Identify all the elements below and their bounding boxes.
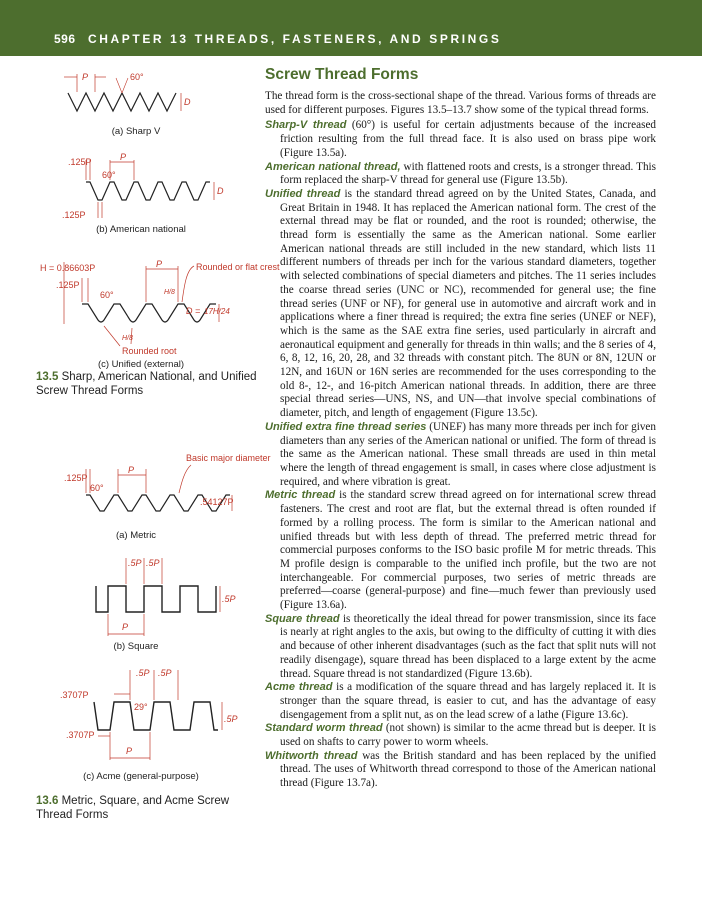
square-thread-diagram	[36, 554, 271, 639]
label-flat-top: .125P	[68, 157, 92, 167]
item-text: is theoretically the ideal thread for power transmission, since its face is nearly at right angles to the axis, but owing to the difficulty of cutting it with dies and because of other inherent disadvantages (such as the fact that split nuts will not readily disengage), square thread has been displaced to a large extent by the acme thread. Square thread is not standardized (Figure 13.6b).	[280, 612, 657, 680]
label-d: D	[184, 97, 191, 107]
item-text: (60°) is useful for certain adjustments because of the increased friction resulting from the full thread face. It is also used on brass pipe work (Figure 13.5a).	[280, 119, 656, 159]
acme-thread-diagram	[36, 664, 271, 764]
thread-item-sharp-v	[265, 119, 656, 160]
item-text: is a modification of the square thread and has largely replaced it. It is stronger than the square thread, is easier to cut, and has the advantage of easy disengagement from a split nut, as on the lead screw of a lathe (Figure 13.6c).	[280, 681, 656, 721]
label-flat: .125P	[56, 280, 80, 290]
sharp-v-thread-diagram	[36, 68, 196, 123]
label-p: P	[82, 72, 89, 82]
label-depth: .5P	[222, 594, 236, 604]
label-d-frac: 17H/24	[204, 307, 230, 316]
thread-item-whitworth	[265, 750, 656, 791]
term: Whitworth thread	[265, 749, 358, 762]
label-flat: .125P	[64, 473, 88, 483]
term: Unified extra fine thread series	[265, 420, 427, 433]
figure-caption-square: (b) Square	[113, 641, 159, 652]
page-header	[0, 0, 702, 56]
metric-thread-diagram	[36, 455, 271, 520]
intro-paragraph: The thread form is the cross-sectional shape of the thread. Various forms of threads are used for different purposes. Figures 13.5–13.7 show some of the typical thread forms.	[265, 90, 656, 116]
label-depth: .54127P	[200, 497, 234, 507]
label-angle: 60°	[100, 290, 114, 300]
label-angle: 60°	[90, 483, 104, 493]
label-depth: .5P	[224, 714, 238, 724]
label-p: P	[122, 622, 129, 632]
main-text-column	[265, 66, 656, 791]
item-text: was the British standard and has been replaced by the unified thread. The uses of Whitworth thread correspond to those of the American national thread (Figure 13.7a).	[280, 749, 656, 790]
chapter-title: CHAPTER 13 THREADS, FASTENERS, AND SPRINGS	[88, 32, 502, 46]
figure-caption-acme: (c) Acme (general-purpose)	[83, 771, 199, 782]
term: Square thread	[265, 612, 340, 625]
label-angle: 29°	[134, 702, 148, 712]
label-p: P	[120, 152, 127, 162]
item-text: (UNEF) has many more threads per inch for given diameters than any series of the American national or unified. The form of thread is the same as the American national. These small threads are used in thin metal where the length of thread engagement is small, in cases where close adjustment is required, and where vibration is great.	[280, 420, 656, 488]
label-p: P	[126, 746, 133, 756]
thread-item-worm	[265, 722, 656, 749]
thread-item-american-national	[265, 161, 656, 188]
label-h: H = 0.86603P	[40, 263, 96, 273]
thread-item-acme	[265, 681, 656, 722]
term: Unified thread	[265, 187, 341, 200]
thread-item-unified	[265, 188, 656, 421]
label-h8-bottom: H/8	[122, 335, 133, 342]
figure-caption-unified: (c) Unified (external)	[97, 359, 185, 370]
label-angle: 60°	[102, 170, 116, 180]
figure-caption-sharp-v: (a) Sharp V	[111, 126, 161, 137]
section-heading-13-5	[36, 370, 266, 398]
label-half-1: .5P	[136, 668, 150, 678]
unified-thread-diagram	[36, 258, 280, 356]
label-half-2: .5P	[158, 668, 172, 678]
label-flat-bottom: .125P	[62, 210, 86, 220]
section-title: Sharp, American National, and Unified Screw Thread Forms	[36, 371, 257, 397]
label-h-over-8: H/8	[164, 289, 175, 296]
label-d: D	[217, 186, 224, 196]
label-angle: 60°	[130, 72, 144, 82]
item-text: is the standard thread agreed on by the United States, Canada, and Great Britain in 1948. It has replaced the American national form. The crest of the external thread may be flat or rounded, and the root is rounded; otherwise, the thread form is essentially the same as the American national. Some earlier American national threads are still included in the new standard, which lists 11 different numbers of threads per inch for the various standard diameters, together with selected combinations of special diameters and pitches. The 11 series includes the coarse thread series (UNC or NC), recommended for general use; the fine thread series (UNF or NF), for general use in automotive and aircraft work and in applications where a finer thread is required; the extra fine series (UNEF or NEF), which is the same as the SAE extra fine series, used particularly in aircraft and aeronautical equipment and generally for threads in thin walls; and the 8 series of 4, 6, 8, 12, 16, 20, 28, and 32 threads with constant pitch. The 8UN or 8N, 12UN or 12N, and 16UN or 16N series are recommended for the uses corresponding to the old 8-, 12-, and 16-pitch American national threads. In addition, there are three special thread series—UNS, NS, and UN—that involve special combinations of diameter, pitch, and length of engagement (Figure 13.5c).	[280, 187, 656, 420]
figure-caption-metric: (a) Metric	[115, 530, 157, 541]
american-national-thread-diagram	[36, 152, 236, 222]
figure-caption-american: (b) American national	[96, 224, 186, 235]
term: Sharp-V thread	[265, 119, 347, 132]
page-number: 596	[54, 32, 76, 46]
item-text: (not shown) is similar to the acme thread but is deeper. It is used on shafts to carry power to worm wheels.	[280, 722, 656, 749]
term: American national thread,	[265, 160, 401, 173]
label-p: P	[156, 259, 163, 269]
section-title-screw-thread-forms: Screw Thread Forms	[265, 66, 419, 83]
label-top: .3707P	[60, 690, 89, 700]
thread-item-unef	[265, 421, 656, 490]
figure-column	[36, 60, 280, 900]
label-half-1: .5P	[128, 558, 142, 568]
item-text: is the standard screw thread agreed on for international screw thread fasteners. The crest and root are flat, but the external thread is often rounded if formed by a rolling process. The form is similar to the American national and unified threads but with less depth of thread. The preferred metric thread for commercial purposes conforms to the ISO basic profile M for metric threads. This M profile design is comparable to the unified inch profile, but the two are not interchangeable. For commercial purposes, two series of metric threads are preferred—coarse (general-purpose) and fine—much fewer than previously used (Figure 13.6a).	[280, 489, 656, 612]
label-basic-major: Basic major diameter	[186, 453, 271, 463]
section-number: 13.5	[36, 371, 59, 383]
item-text: with flattened roots and crests, is a stronger thread. This form replaced the sharp-V thread for general use (Figure 13.5b).	[280, 160, 656, 187]
thread-item-square	[265, 613, 656, 682]
thread-item-metric	[265, 489, 656, 612]
section-number: 13.6	[36, 795, 59, 807]
label-rounded-root: Rounded root	[122, 346, 177, 356]
label-p: P	[128, 465, 135, 475]
section-heading-13-6	[36, 794, 266, 822]
label-half-2: .5P	[146, 558, 160, 568]
term: Metric thread	[265, 489, 336, 502]
term: Standard worm thread	[265, 722, 383, 735]
label-d-eq: D =	[186, 306, 201, 316]
label-rounded-crest: Rounded or flat crest	[196, 262, 280, 272]
label-bottom: .3707P	[66, 730, 95, 740]
term: Acme thread	[265, 681, 333, 694]
section-title: Metric, Square, and Acme Screw Thread Forms	[36, 795, 230, 821]
